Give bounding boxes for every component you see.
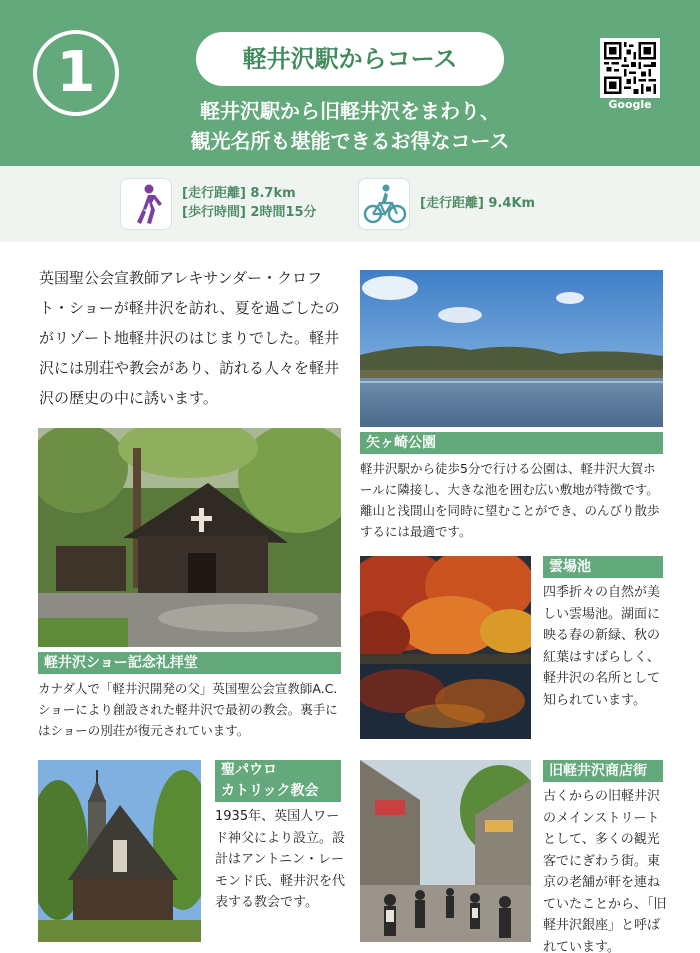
kumoba-pond-photo	[360, 556, 531, 739]
header-banner	[0, 0, 700, 166]
shaw-chapel-photo	[38, 428, 341, 647]
subtitle-line-1: 軽井沢駅から旧軽井沢をまわり、	[200, 99, 500, 123]
kumoba-pond-label: 雲場池	[543, 556, 663, 578]
qr-code-icon	[604, 42, 656, 94]
subtitle-line-2: 観光名所も堪能できるお得なコース	[190, 129, 510, 153]
yagasaki-park-description: 軽井沢駅から徒歩5分で行ける公園は、軽井沢大賀ホールに隣接し、大きな池を囲む広い敷地が特徴です。離山と浅間山を同時に望むことができ、のんびり散歩するには最適です。	[360, 461, 660, 539]
course-stats-bar	[0, 166, 700, 242]
yagasaki-park-label: 矢ヶ崎公園	[360, 432, 663, 454]
course-subtitle	[150, 96, 550, 156]
shaw-chapel-description: カナダ人で「軽井沢開発の父」英国聖公会宣教師A.C.ショーにより創設された軽井沢で最初の教会。裏手にはショーの別荘が復元されています。	[38, 681, 338, 738]
bike-distance: [走行距離] 9.4Km	[420, 196, 536, 211]
shaw-chapel-label: 軽井沢ショー記念礼拝堂	[38, 652, 341, 674]
walking-person-icon	[120, 178, 172, 230]
qr-code[interactable]	[600, 38, 660, 98]
walk-time: [歩行時間] 2時間15分	[182, 205, 317, 220]
walk-stats	[182, 184, 317, 222]
kyu-karuizawa-street-description: 古くからの旧軽井沢のメインストリートとして、多くの観光客でにぎわう街。東京の老舗が軒を連ねていたことから、「旧軽井沢銀座」と呼ばれています。	[543, 789, 667, 953]
course-number: 1	[33, 30, 119, 116]
st-paul-church-description: 1935年、英国人ワード神父により設立。設計はアントニン・レーモンド氏、軽井沢を代表する教会です。	[215, 809, 346, 910]
st-paul-church-label	[215, 760, 341, 802]
kyu-karuizawa-street-photo	[360, 760, 531, 942]
st-paul-church-photo	[38, 760, 201, 942]
bicycle-icon	[358, 178, 410, 230]
yagasaki-park-photo	[360, 270, 663, 427]
kyu-karuizawa-street-label: 旧軽井沢商店街	[543, 760, 663, 782]
st-paul-church-label-line-2: カトリック教会	[221, 783, 319, 799]
st-paul-church-label-line-1: 聖パウロ	[221, 762, 277, 778]
walk-distance: [走行距離] 8.7km	[182, 186, 296, 201]
intro-paragraph: 英国聖公会宣教師アレキサンダー・クロフト・ショーが軽井沢を訪れ、夏を過ごしたのがリゾート地軽井沢のはじまりでした。軽井沢には別荘や教会があり、訪れる人々を軽井沢の歴史の中に誘います。	[39, 269, 340, 407]
kumoba-pond-description: 四季折々の自然が美しい雲場池。湖面に映る春の新緑、秋の紅葉はすばらしく、軽井沢の名所として知られています。	[543, 585, 661, 708]
course-title: 軽井沢駅からコース	[196, 32, 504, 86]
qr-label: Google	[608, 98, 652, 111]
